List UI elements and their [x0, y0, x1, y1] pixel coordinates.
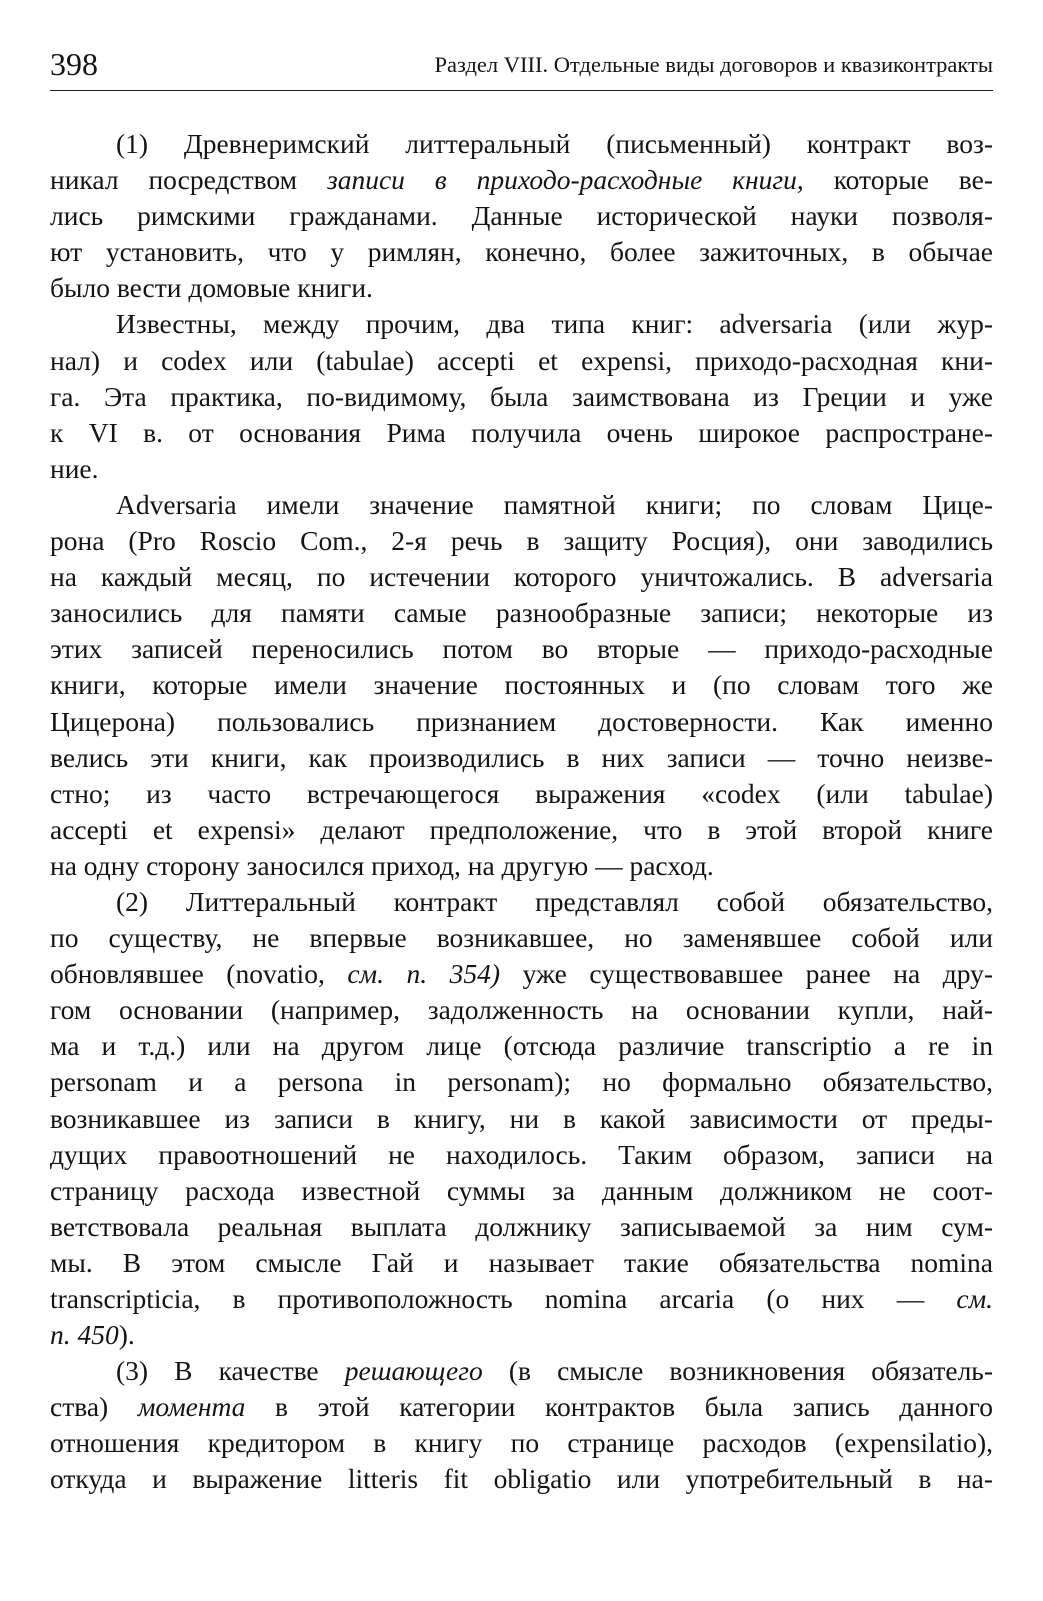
text-line — [50, 379, 993, 415]
italic-text-segment: записи в приходо-расходные книги, — [326, 164, 804, 196]
text-segment: книги, которые имели значение постоянных и (по словам того же — [50, 669, 993, 701]
text-segment: отношения кредитором в книгу по странице расходов (expensilatio), — [50, 1427, 993, 1459]
italic-text-segment: решающего — [344, 1355, 483, 1387]
text-line — [50, 595, 993, 631]
running-title: Раздел VIII. Отдельные виды договоров и квазиконтракты — [434, 52, 993, 77]
text-line — [50, 1389, 993, 1425]
text-line — [50, 848, 993, 884]
page-number: 398 — [50, 46, 98, 82]
text-segment: accepti et expensi» делают предположение, что в этой второй книге — [50, 813, 993, 845]
italic-text-segment: п. 450 — [50, 1319, 119, 1351]
text-segment: обновлявшее (novatio, — [50, 958, 348, 990]
italic-text-segment: см. п. 354) — [347, 958, 501, 990]
text-segment: (2) Литтеральный контракт представлял собой обязательство, — [116, 885, 993, 917]
text-segment: гом основании (например, задолженность на основании купли, най- — [50, 994, 993, 1026]
text-segment: велись эти книги, как производились в них записи — точно неизве- — [50, 741, 993, 773]
text-segment: (в смысле возникновения обязатель- — [482, 1355, 993, 1387]
text-line — [50, 631, 993, 667]
text-line — [50, 487, 993, 523]
text-line — [50, 523, 993, 559]
text-line — [50, 1028, 993, 1064]
text-line — [50, 559, 993, 595]
text-segment: стно; из часто встречающегося выражения «codex (или tabulae) — [50, 777, 993, 809]
text-segment: мы. В этом смысле Гай и называет такие обязательства nomina — [50, 1246, 993, 1278]
text-segment: этих записей переносились потом во вторые — приходо-расходные — [50, 633, 993, 665]
text-segment: к VI в. от основания Рима получила очень широкое распростране- — [50, 416, 993, 448]
text-line — [50, 1317, 993, 1353]
text-line — [50, 1425, 993, 1461]
text-line — [50, 776, 993, 812]
text-segment: Известны, между прочим, два типа книг: adversaria (или жур- — [116, 308, 993, 340]
text-segment: было вести домовые книги. — [50, 272, 373, 304]
text-line — [50, 1461, 993, 1497]
text-segment: ют установить, что у римлян, конечно, более зажиточных, в обычае — [50, 236, 993, 268]
text-segment: никал посредством — [50, 164, 327, 196]
text-line — [50, 1209, 993, 1245]
text-line — [50, 920, 993, 956]
text-segment: (1) Древнеримский литтеральный (письменный) контракт воз- — [116, 128, 993, 159]
text-segment: Adversaria имели значение памятной книги; по словам Цице- — [116, 488, 993, 520]
body-text — [50, 126, 993, 1498]
text-line — [50, 451, 993, 487]
text-line — [50, 1173, 993, 1209]
text-line — [50, 1137, 993, 1173]
text-line — [50, 126, 993, 162]
text-segment: (3) В качестве — [116, 1355, 345, 1387]
text-segment: откуда и выражение litteris fit obligatio или употребительный в на- — [50, 1463, 993, 1495]
text-line — [50, 270, 993, 306]
text-segment: Цицерона) пользовались признанием достоверности. Как именно — [50, 705, 993, 737]
text-segment: ветствовала реальная выплата должнику записываемой за ним сум- — [50, 1210, 993, 1242]
text-line — [50, 1281, 993, 1317]
text-line — [50, 812, 993, 848]
text-line — [50, 667, 993, 703]
text-line — [50, 740, 993, 776]
text-line — [50, 198, 993, 234]
text-segment: ства) — [50, 1391, 138, 1423]
text-segment: в этой категории контрактов была запись данного — [245, 1391, 993, 1423]
text-segment: уже существовавшее ранее на дру- — [500, 958, 993, 990]
text-segment: дущих правоотношений не находилось. Таким образом, записи на — [50, 1138, 993, 1170]
text-segment: personam и a persona in personam); но формально обязательство, — [50, 1066, 993, 1098]
text-line — [50, 1101, 993, 1137]
text-segment: заносились для памяти самые разнообразные записи; некоторые из — [50, 597, 993, 629]
text-line — [50, 162, 993, 198]
text-segment: нал) и codex или (tabulae) accepti et expensi, приходо-расходная кни- — [50, 344, 993, 376]
text-segment: лись римскими гражданами. Данные исторической науки позволя- — [50, 200, 993, 232]
text-segment: transcripticia, в противоположность nomina arcaria (о них — — [50, 1283, 957, 1314]
text-segment: рона (Pro Roscio Com., 2-я речь в защиту Росция), они заводились — [50, 525, 993, 557]
italic-text-segment: момента — [137, 1391, 246, 1423]
text-segment: га. Эта практика, по-видимому, была заимствована из Греции и уже — [50, 380, 993, 412]
text-line — [50, 306, 993, 342]
text-line — [50, 956, 993, 992]
text-segment: которые ве- — [803, 164, 993, 196]
italic-text-segment: см. — [956, 1283, 993, 1314]
text-line — [50, 1245, 993, 1281]
text-line — [50, 234, 993, 270]
text-line — [50, 1064, 993, 1100]
text-line — [50, 704, 993, 740]
text-line — [50, 1353, 993, 1389]
text-segment: ма и т.д.) или на другом лице (отсюда различие transcriptio a re in — [50, 1030, 993, 1062]
text-line — [50, 992, 993, 1028]
text-segment: ние. — [50, 452, 99, 484]
text-segment: ). — [118, 1319, 135, 1351]
text-segment: по существу, не впервые возникавшее, но заменявшее собой или — [50, 922, 993, 954]
running-header — [50, 44, 993, 91]
text-line — [50, 415, 993, 451]
text-segment: на одну сторону заносился приход, на другую — расход. — [50, 849, 714, 881]
text-segment: страницу расхода известной суммы за данным должником не соот- — [50, 1174, 993, 1206]
text-line — [50, 884, 993, 920]
text-segment: на каждый месяц, по истечении которого уничтожались. В adversaria — [50, 561, 993, 593]
text-line — [50, 343, 993, 379]
text-segment: возникавшее из записи в книгу, ни в какой зависимости от преды- — [50, 1102, 993, 1134]
